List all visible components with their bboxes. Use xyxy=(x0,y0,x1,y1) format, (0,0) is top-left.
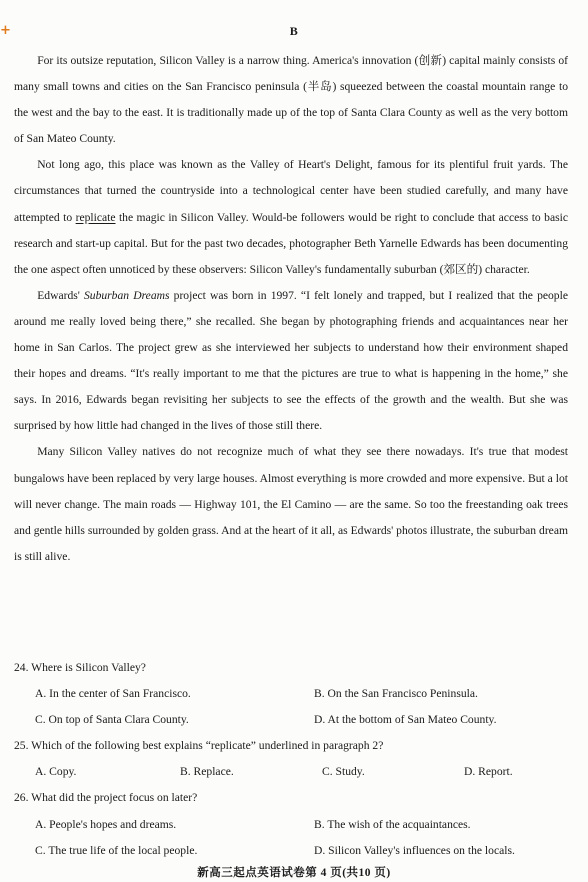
option-c[interactable]: C. On top of Santa Clara County. xyxy=(35,713,189,727)
paragraph-2-text-end: the magic in Silicon Valley. Would-be followers would be right to conclude that access to basic research and start-up capital. But for the past two decades, photographer Beth Yarnelle Edwards has been documenting the one aspect often unnoticed by these observers: Silicon Valley's fundamentally suburban (郊区的) character. xyxy=(14,210,568,276)
option-d[interactable]: D. Report. xyxy=(464,765,513,779)
option-group xyxy=(14,812,574,864)
question-26 xyxy=(14,785,574,863)
option-d[interactable]: D. At the bottom of San Mateo County. xyxy=(314,713,497,727)
question-stem: 26. What did the project focus on later? xyxy=(14,791,198,805)
option-c[interactable]: C. The true life of the local people. xyxy=(35,843,198,857)
option-d[interactable]: D. Silicon Valley's influences on the locals. xyxy=(314,843,515,857)
option-b[interactable]: B. On the San Francisco Peninsula. xyxy=(314,687,478,701)
project-title: Suburban Dreams xyxy=(83,288,170,302)
option-group xyxy=(14,681,574,733)
option-a[interactable]: A. People's hopes and dreams. xyxy=(35,817,177,831)
option-b[interactable]: B. Replace. xyxy=(180,765,234,779)
option-group xyxy=(14,759,574,785)
question-stem: 25. Which of the following best explains “replicate” underlined in paragraph 2? xyxy=(14,739,384,753)
paragraph-2-text-start: Not long ago, this place was known as the Valley of Heart's Delight, famous for its plentiful fruit yards. The circumstances that turned the countryside into a technological center have been studied carefully, and many have attempted to xyxy=(14,158,568,224)
underlined-word: replicate xyxy=(75,210,116,224)
option-a[interactable]: A. Copy. xyxy=(35,765,77,779)
plus-icon: + xyxy=(0,23,11,38)
question-stem: 24. Where is Silicon Valley? xyxy=(14,661,146,674)
option-b[interactable]: B. The wish of the acquaintances. xyxy=(314,817,471,831)
question-25 xyxy=(14,733,574,785)
question-24 xyxy=(14,655,574,733)
reading-passage xyxy=(14,48,568,570)
paragraph-2 xyxy=(14,152,568,282)
section-label: B xyxy=(289,24,299,38)
page-footer: 新高三起点英语试卷第 4 页(共10 页) xyxy=(197,867,391,879)
paragraph-3-text-start: Edwards' xyxy=(37,288,84,302)
paragraph-1: For its outsize reputation, Silicon Valley is a narrow thing. America's innovation (创新) capital mainly consists of many small towns and cities on the San Francisco peninsula (半岛) squeezed between the coastal mountain range to the west and the bay to the east. It is traditionally made up of the top of Santa Clara County as well as the very bottom of San Mateo County. xyxy=(14,54,568,146)
option-c[interactable]: C. Study. xyxy=(322,765,365,779)
paragraph-3-text-end: project was born in 1997. “I felt lonely and trapped, but I realized that the people around me really loved being there,” she recalled. She began by photographing friends and acquaintances near her home in San Carlos. The project grew as she interviewed her subjects to understand how their environment shaped their hopes and dreams. “It's really important to me that the pictures are true to what is happening in the home,” she says. In 2016, Edwards began revisiting her subjects to see the effects of the growth and the wealth. But she was surprised by how little had changed in the lives of those still there. xyxy=(14,288,568,433)
paragraph-3 xyxy=(14,283,568,440)
paragraph-4: Many Silicon Valley natives do not recognize much of what they see there nowadays. It's true that modest bungalows have been replaced by very large houses. Almost everything is more crowded and more expensive. But a lot will never change. The main roads — Highway 101, the El Camino — are the same. So too the freestanding oak trees and gentle hills surrounded by golden grass. And at the heart of it all, as Edwards' photos illustrate, the suburban dream is still alive. xyxy=(14,445,568,563)
question-list xyxy=(14,655,574,864)
option-a[interactable]: A. In the center of San Francisco. xyxy=(35,687,191,701)
